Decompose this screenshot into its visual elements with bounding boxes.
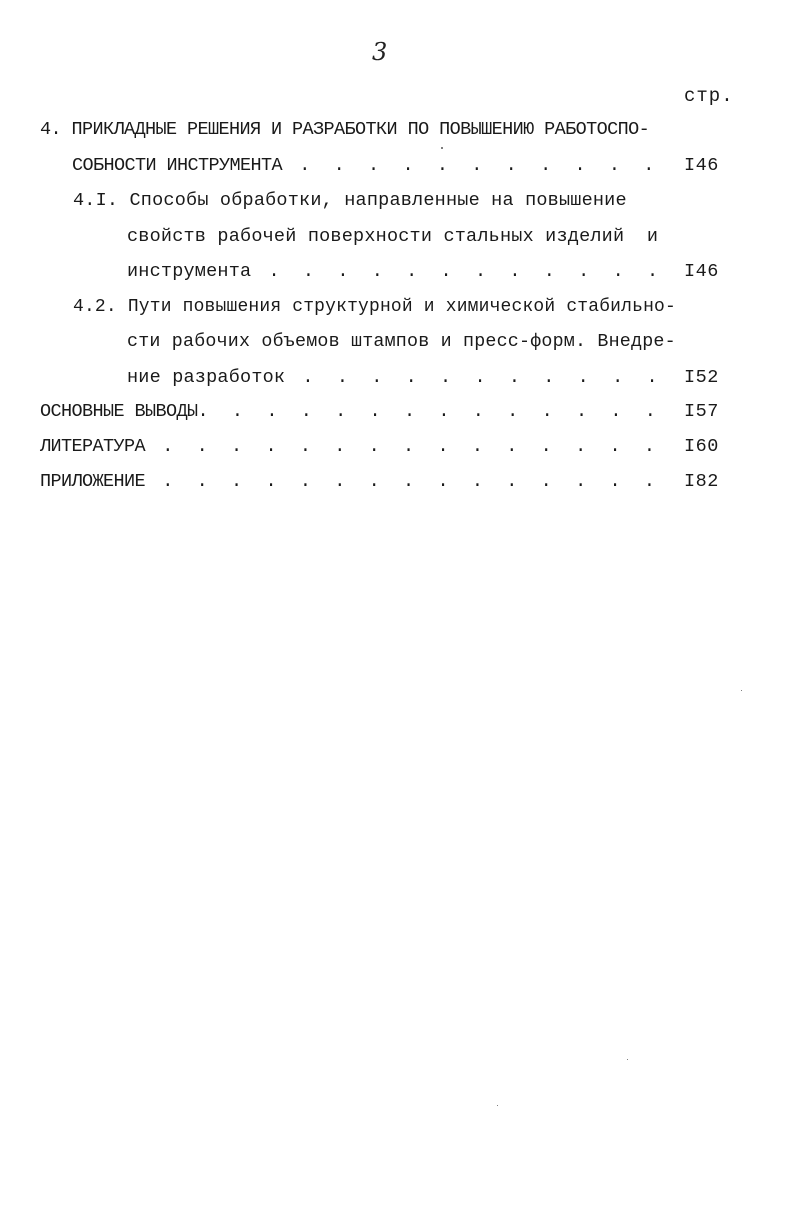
toc-appendix-row (40, 471, 661, 493)
scan-speck (497, 1105, 498, 1106)
toc-entry-4-line1: 4. ПРИКЛАДНЫЕ РЕШЕНИЯ И РАЗРАБОТКИ ПО ПОВЫШЕНИЮ РАБОТОСПО- (40, 119, 650, 140)
toc-entry-4-1-page: I46 (684, 261, 719, 282)
page-number: 3 (372, 38, 388, 66)
toc-entry-4-2-page: I52 (684, 367, 719, 388)
toc-entry-4-page: I46 (684, 155, 719, 176)
toc-entry-4-line2-row (72, 155, 661, 177)
toc-entry-4-2-line1: 4.2. Пути повышения структурной и химической стабильно- (73, 296, 676, 317)
toc-conclusions-label: ОСНОВНЫЕ ВЫВОДЫ (40, 401, 198, 422)
toc-appendix-page: I82 (684, 471, 719, 492)
leader-dots: . . . . . . . . . . . (282, 155, 661, 176)
scan-speck (441, 147, 443, 149)
toc-entry-4-1-line2: свойств рабочей поверхности стальных изделий и (127, 226, 659, 247)
toc-literature-row (40, 436, 661, 458)
toc-entry-4-2-line3: ние разработок (127, 367, 286, 388)
toc-entry-4-2-line3-row (127, 367, 664, 389)
scan-speck (627, 1059, 628, 1060)
toc-conclusions-page: I57 (684, 401, 719, 422)
page-column-label: стр. (684, 85, 734, 107)
toc-literature-page: I60 (684, 436, 719, 457)
leader-dots: . . . . . . . . . . . . . . . (145, 436, 662, 457)
leader-dots: . . . . . . . . . . . (285, 367, 664, 388)
leader-dots: . . . . . . . . . . . . (251, 261, 665, 282)
toc-entry-4-1-line3-row (127, 261, 664, 283)
leader-dots: . . . . . . . . . . . . . . (197, 401, 662, 422)
toc-literature-label: ЛИТЕРАТУРА (40, 436, 146, 457)
toc-entry-4-1-line3: инструмента (127, 261, 252, 282)
toc-entry-4-1-line1: 4.I. Способы обработки, направленные на повышение (73, 190, 627, 211)
toc-entry-4-2-line2: сти рабочих объемов штампов и пресс-форм. Внедре- (127, 331, 676, 352)
toc-conclusions-row (40, 401, 662, 423)
toc-appendix-label: ПРИЛОЖЕНИЕ (40, 471, 146, 492)
leader-dots: . . . . . . . . . . . . . . . (145, 471, 662, 492)
toc-entry-4-line2: СОБНОСТИ ИНСТРУМЕНТА (72, 155, 283, 176)
scan-speck (741, 690, 742, 691)
